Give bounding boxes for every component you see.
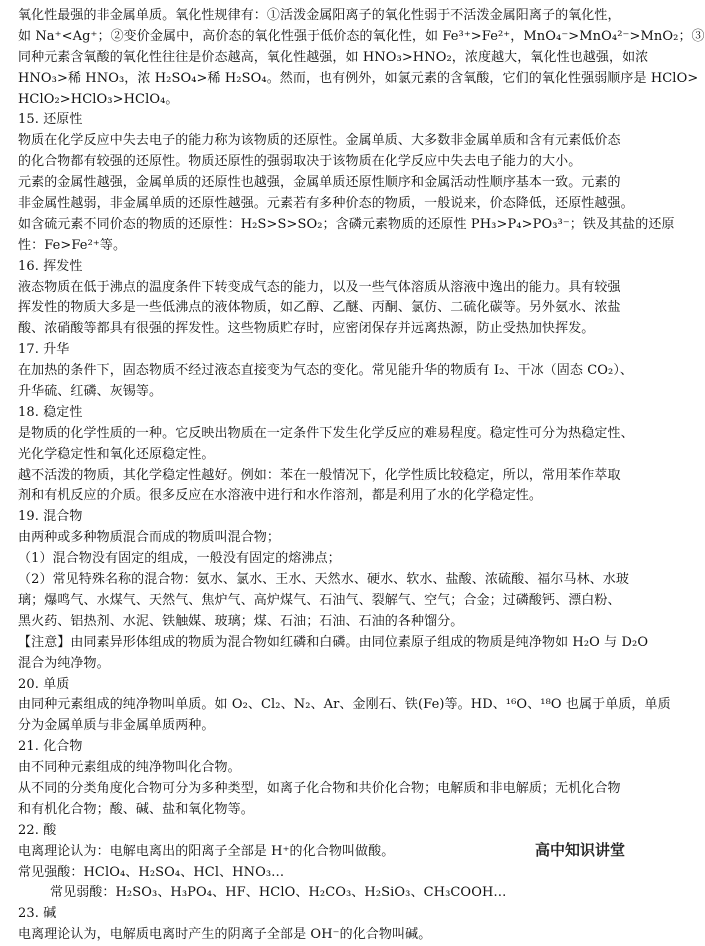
text-line: 由不同种元素组成的纯净物叫化合物。 bbox=[18, 760, 241, 776]
text-line: 是物质的化学性质的一种。它反映出物质在一定条件下发生化学反应的难易程度。稳定性可分为热稳定性、 bbox=[18, 425, 634, 441]
text-line: 黑火药、铝热剂、水泥、铁触媒、玻璃；煤、石油；石油、石油的各种馏分。 bbox=[18, 613, 464, 629]
section-heading-volatility: 16. 挥发性 bbox=[18, 258, 83, 274]
note-line: 【注意】由同素异形体组成的物质为混合物如红磷和白磷。由同位素原子组成的物质是纯净物如 H₂O 与 D₂O bbox=[18, 634, 649, 650]
text-line: 由两种或多种物质混合而成的物质叫混合物； bbox=[18, 530, 281, 546]
section-heading-stability: 18. 稳定性 bbox=[18, 404, 83, 420]
text-line: （2）常见特殊名称的混合物：氨水、氯水、王水、天然水、硬水、软水、盐酸、浓硫酸、福尔马林、水玻 bbox=[18, 572, 629, 588]
watermark: 高中知识讲堂 bbox=[534, 841, 625, 859]
text-line: 常见强酸：HClO₄、H₂SO₄、HCl、HNO₃… bbox=[18, 864, 285, 880]
section-heading-element: 20. 单质 bbox=[18, 676, 70, 692]
section-heading-reducibility: 15. 还原性 bbox=[18, 112, 83, 128]
text-line: 混合为纯净物。 bbox=[18, 655, 110, 671]
text-line: 物质在化学反应中失去电子的能力称为该物质的还原性。金属单质、大多数非金属单质和含有元素低价态 bbox=[18, 133, 621, 149]
section-heading-base: 23. 碱 bbox=[18, 906, 57, 922]
text-line: 挥发性的物质大多是一些低沸点的液体物质，如乙醇、乙醚、丙酮、氯仿、二硫化碳等。另外氨水、浓盐 bbox=[18, 300, 621, 316]
text-line: HClO₂>HClO₃>HClO₄。 bbox=[18, 91, 179, 107]
text-line: 越不活泼的物质，其化学稳定性越好。例如：苯在一般情况下，化学性质比较稳定，所以，常用苯作萃取 bbox=[18, 467, 621, 483]
text-line: 在加热的条件下，固态物质不经过液态直接变为气态的变化。常见能升华的物质有 I₂、干冰（固态 CO₂）、 bbox=[18, 363, 634, 379]
text-line: 同种元素含氧酸的氧化性往往是价态越高，氧化性越强，如 HNO₃>HNO₂，浓度越大，氧化性也越强，如浓 bbox=[18, 49, 649, 65]
text-line: 氧化性最强的非金属单质。氧化性规律有：①活泼金属阳离子的氧化性弱于不活泼金属阳离子的氧化性， bbox=[18, 8, 621, 23]
text-line: 剂和有机反应的介质。很多反应在水溶液中进行和水作溶剂，都是利用了水的化学稳定性。 bbox=[18, 488, 543, 504]
section-heading-mixture: 19. 混合物 bbox=[18, 509, 83, 525]
text-line: 由同种元素组成的纯净物叫单质。如 O₂、Cl₂、N₂、Ar、金刚石、铁(Fe)等。HD、¹⁶O、¹⁸O 也属于单质，单质 bbox=[18, 697, 671, 713]
text-line: 从不同的分类角度化合物可分为多种类型，如离子化合物和共价化合物；电解质和非电解质；无机化合物 bbox=[18, 780, 621, 796]
text-line: 性：Fe>Fe²⁺等。 bbox=[18, 237, 127, 253]
text-line: 元素的金属性越强，金属单质的还原性也越强，金属单质还原性顺序和金属活动性顺序基本一致。元素的 bbox=[18, 175, 621, 191]
text-line: 光化学稳定性和氧化还原稳定性。 bbox=[18, 446, 215, 462]
section-heading-compound: 21. 化合物 bbox=[18, 739, 83, 755]
section-heading-acid: 22. 酸 bbox=[18, 822, 57, 838]
text-line-indented: 常见弱酸：H₂SO₃、H₃PO₄、HF、HClO、H₂CO₃、H₂SiO₃、CH₃COOH… bbox=[50, 885, 507, 901]
section-heading-sublimation: 17. 升华 bbox=[18, 342, 70, 358]
text-line: HNO₃>稀 HNO₃，浓 H₂SO₄>稀 H₂SO₄。然而，也有例外，如氯元素的含氧酸，它们的氧化性强弱顺序是 HClO> bbox=[18, 70, 699, 86]
text-line: 电离理论认为，电解质电离时产生的阴离子全部是 OH⁻的化合物叫碱。 bbox=[18, 927, 432, 943]
text-line: 电离理论认为：电解电离出的阳离子全部是 H⁺的化合物叫做酸。 bbox=[18, 843, 395, 859]
text-line: 非金属性越弱，非金属单质的还原性越强。元素若有多种价态的物质，一般说来，价态降低，还原性越强。 bbox=[18, 196, 634, 212]
text-line: 升华硫、红磷、灰锡等。 bbox=[18, 384, 163, 400]
text-line: 如含硫元素不同价态的物质的还原性：H₂S>S>SO₂；含磷元素物质的还原性 PH₃>P₄>PO₃³⁻；铁及其盐的还原 bbox=[18, 216, 675, 232]
text-line: 如 Na⁺<Ag⁺；②变价金属中，高价态的氧化性强于低价态的氧化性，如 Fe³⁺>Fe²⁺，MnO₄⁻>MnO₄²⁻>MnO₂；③ bbox=[18, 28, 705, 44]
text-line: 和有机化合物；酸、碱、盐和氧化物等。 bbox=[18, 801, 254, 817]
text-line: 液态物质在低于沸点的温度条件下转变成气态的能力，以及一些气体溶质从溶液中逸出的能力。具有较强 bbox=[18, 279, 621, 295]
text-line: 酸、浓硝酸等都具有很强的挥发性。这些物质贮存时，应密闭保存并远离热源，防止受热加快挥发。 bbox=[18, 321, 595, 337]
text-line: （1）混合物没有固定的组成，一般没有固定的熔沸点； bbox=[18, 551, 341, 567]
text-line: 璃；爆鸣气、水煤气、天然气、焦炉气、高炉煤气、石油气、裂解气、空气；合金；过磷酸钙、漂白粉、 bbox=[18, 592, 621, 608]
text-line: 分为金属单质与非金属单质两种。 bbox=[18, 718, 215, 734]
text-line: 的化合物都有较强的还原性。物质还原性的强弱取决于该物质在化学反应中失去电子能力的大小。 bbox=[18, 154, 582, 170]
